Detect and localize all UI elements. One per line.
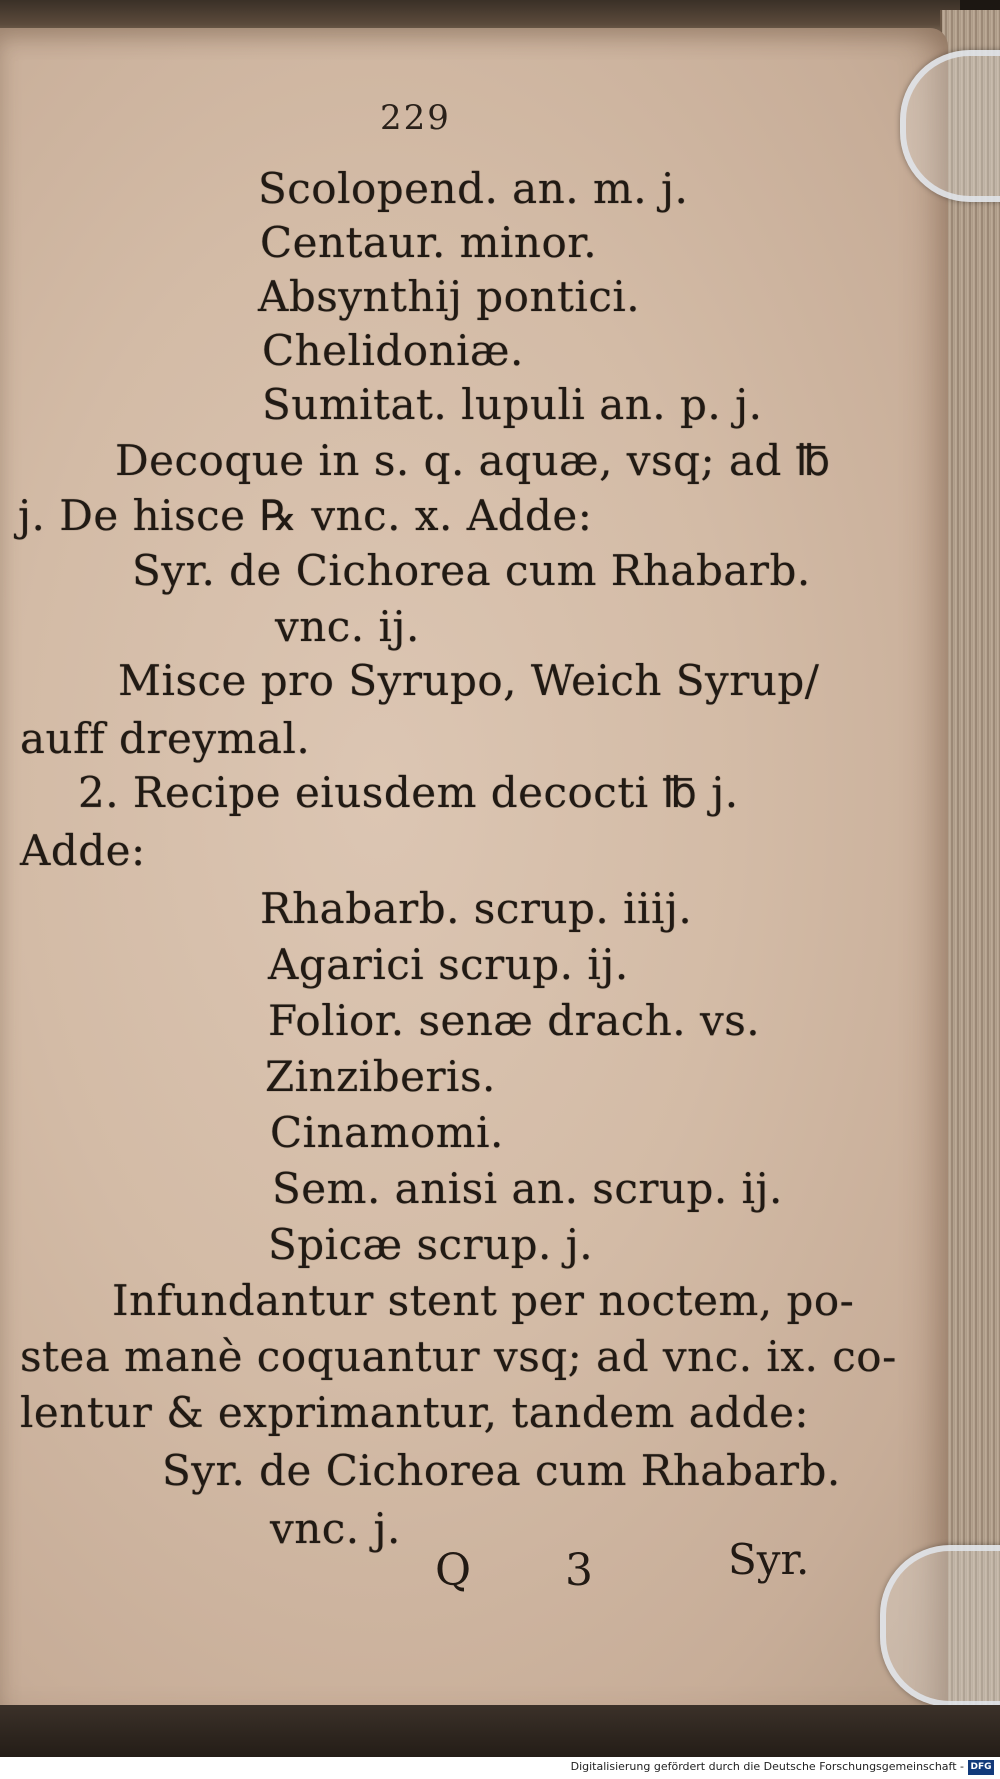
text-line: Decoque in s. q. aquæ, vsq; ad ℔ [115,436,831,485]
text-line: vnc. j. [270,1504,401,1553]
text-line: Adde: [20,826,146,875]
text-line: Absynthij pontici. [258,272,641,321]
text-line: Syr. de Cichorea cum Rhabarb. [162,1446,841,1495]
text-line: Sumitat. lupuli an. p. j. [262,380,763,429]
text-line: 2. Recipe eiusdem decocti ℔ j. [78,768,739,817]
text-line: Misce pro Syrupo, Weich Syrup/ [118,656,820,705]
text-line: Spicæ scrup. j. [268,1220,594,1269]
catchword: Syr. [728,1535,810,1584]
signature-mark: Q 3 [435,1545,634,1596]
text-line: j. De hisce ℞ vnc. x. Adde: [18,491,593,540]
text-line: Scolopend. an. m. j. [258,164,689,213]
text-line: Zinziberis. [265,1052,496,1101]
text-line: lentur & exprimantur, tandem adde: [20,1388,810,1437]
text-line: Cinamomi. [270,1108,504,1157]
text-line: stea manè coquantur vsq; ad vnc. ix. co- [20,1332,897,1381]
text-line: Centaur. minor. [260,218,598,267]
page-number: 229 [380,98,451,138]
text-line: Sem. anisi an. scrup. ij. [272,1164,783,1213]
text-line: auff dreymal. [20,714,311,763]
text-line: Infundantur stent per noctem, po- [112,1276,855,1325]
text-line: Chelidoniæ. [262,326,524,375]
text-line: Rhabarb. scrup. iiij. [260,884,693,933]
page-clip-bottom [880,1545,1000,1707]
dfg-logo: DFG [968,1760,994,1775]
text-line: Syr. de Cichorea cum Rhabarb. [132,546,811,595]
footer-credit-text: Digitalisierung gefördert durch die Deutsche Forschungsgemeinschaft - [570,1760,964,1773]
scanner-bottom-strip [0,1705,1000,1757]
text-line: Folior. senæ drach. vs. [268,996,761,1045]
text-line: Agarici scrup. ij. [268,940,629,989]
text-line: vnc. ij. [275,602,420,651]
book-fore-edge [940,10,1000,1710]
